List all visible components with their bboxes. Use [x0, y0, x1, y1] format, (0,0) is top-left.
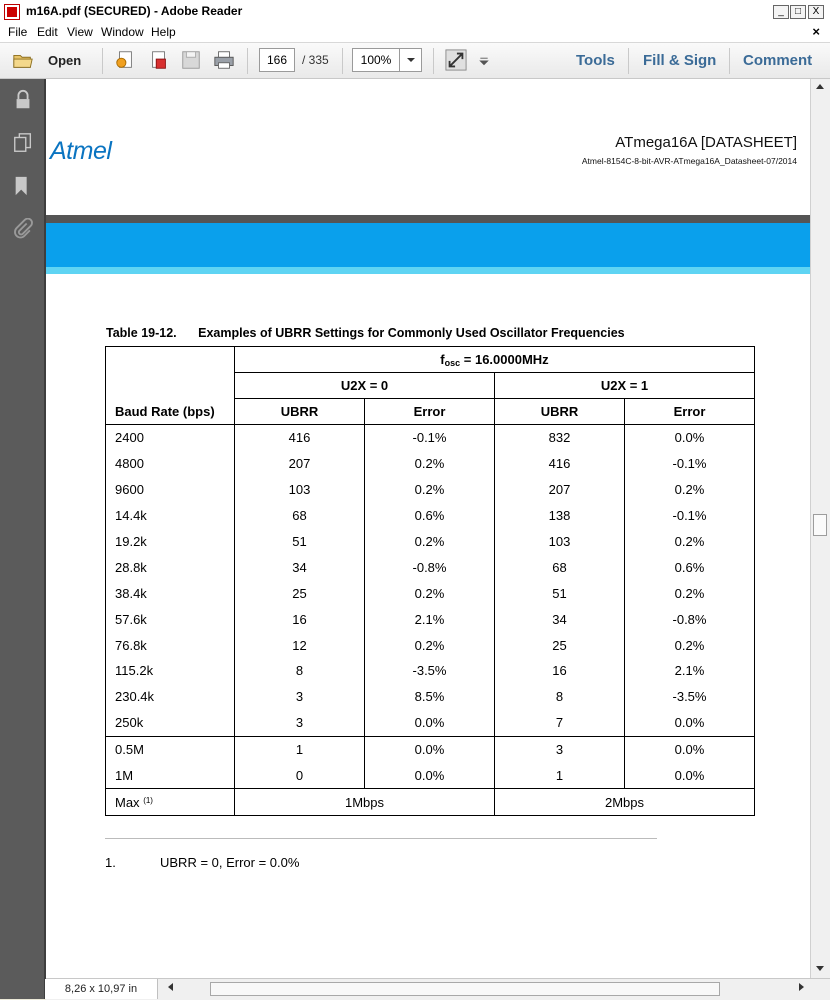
header-band-blue [46, 223, 810, 267]
cell-error-u2x0: -3.5% [365, 658, 495, 684]
cell-error-u2x0: 0.2% [365, 451, 495, 477]
footnote [105, 855, 300, 870]
cell-error-u2x0: 2.1% [365, 606, 495, 632]
max-label-cell [106, 789, 235, 816]
cell-ubrr-u2x0: 16 [235, 606, 365, 632]
table-row [106, 477, 755, 503]
menu-window[interactable]: Window [101, 25, 144, 39]
cell-ubrr-u2x0: 103 [235, 477, 365, 503]
table-row-max [106, 789, 755, 816]
header-error-u2x0: Error [365, 399, 495, 425]
toolbar-separator [729, 48, 730, 74]
header-ubrr-u2x0: UBRR [235, 399, 365, 425]
cell-ubrr-u2x1: 103 [495, 529, 625, 555]
footnote-text: UBRR = 0, Error = 0.0% [160, 855, 300, 870]
cell-baud-rate: 4800 [106, 451, 235, 477]
save-icon[interactable] [180, 49, 202, 71]
table-row [106, 529, 755, 555]
cell-error-u2x1: 0.0% [625, 763, 755, 789]
cell-error-u2x1: 0.6% [625, 554, 755, 580]
bookmark-icon[interactable] [12, 175, 34, 197]
cell-ubrr-u2x0: 12 [235, 632, 365, 658]
cell-baud-rate: 28.8k [106, 554, 235, 580]
menu-help[interactable]: Help [151, 25, 176, 39]
table-caption [106, 326, 625, 340]
title-bar [0, 0, 830, 25]
cell-error-u2x0: 0.0% [365, 763, 495, 789]
cell-ubrr-u2x1: 3 [495, 736, 625, 762]
cell-ubrr-u2x0: 68 [235, 503, 365, 529]
cell-ubrr-u2x1: 832 [495, 425, 625, 451]
cell-error-u2x1: -0.1% [625, 503, 755, 529]
cell-ubrr-u2x1: 1 [495, 763, 625, 789]
cell-ubrr-u2x1: 207 [495, 477, 625, 503]
cell-ubrr-u2x1: 8 [495, 684, 625, 710]
scroll-up-icon[interactable] [815, 82, 825, 90]
fill-sign-button[interactable]: Fill & Sign [643, 52, 717, 69]
cell-baud-rate: 19.2k [106, 529, 235, 555]
cell-error-u2x1: 2.1% [625, 658, 755, 684]
fullscreen-icon[interactable] [445, 49, 467, 71]
cell-error-u2x0: 0.2% [365, 529, 495, 555]
cell-error-u2x0: -0.1% [365, 425, 495, 451]
toolbar-separator [247, 48, 248, 74]
scroll-left-icon[interactable] [166, 982, 174, 992]
cell-error-u2x0: 0.0% [365, 710, 495, 736]
cell-ubrr-u2x1: 416 [495, 451, 625, 477]
toolbar-separator [102, 48, 103, 74]
cell-ubrr-u2x0: 8 [235, 658, 365, 684]
cell-ubrr-u2x0: 3 [235, 710, 365, 736]
header-u2x1: U2X = 1 [495, 373, 755, 399]
menu-view[interactable]: View [67, 25, 93, 39]
table-row [106, 554, 755, 580]
menu-edit[interactable]: Edit [37, 25, 58, 39]
cell-baud-rate: 2400 [106, 425, 235, 451]
cell-ubrr-u2x0: 0 [235, 763, 365, 789]
cell-ubrr-u2x0: 3 [235, 684, 365, 710]
table-row [106, 606, 755, 632]
table-row [106, 580, 755, 606]
cell-error-u2x1: 0.2% [625, 632, 755, 658]
lock-icon[interactable] [12, 89, 34, 111]
cell-ubrr-u2x0: 51 [235, 529, 365, 555]
menu-bar [0, 24, 830, 43]
close-window-button[interactable]: X [808, 5, 824, 19]
cell-ubrr-u2x0: 207 [235, 451, 365, 477]
cell-error-u2x1: 0.2% [625, 529, 755, 555]
page-total: / 335 [302, 53, 329, 67]
cell-ubrr-u2x1: 68 [495, 554, 625, 580]
cell-baud-rate: 9600 [106, 477, 235, 503]
header-baud-rate-label: Baud Rate (bps) [115, 404, 215, 419]
datasheet-document-number: Atmel-8154C-8-bit-AVR-ATmega16A_Datasheet-07/2014 [581, 156, 797, 166]
table-title: Examples of UBRR Settings for Commonly Used Oscillator Frequencies [198, 326, 625, 340]
pdf-app-icon [4, 4, 20, 20]
cell-error-u2x0: 0.2% [365, 477, 495, 503]
cell-baud-rate: 57.6k [106, 606, 235, 632]
cell-baud-rate: 76.8k [106, 632, 235, 658]
cell-ubrr-u2x0: 25 [235, 580, 365, 606]
cell-baud-rate: 14.4k [106, 503, 235, 529]
cell-ubrr-u2x1: 16 [495, 658, 625, 684]
max-u2x1: 2Mbps [495, 789, 755, 816]
page-size-readout: 8,26 x 10,97 in [45, 979, 158, 999]
navigation-pane [0, 79, 46, 999]
more-tools-icon[interactable] [478, 49, 490, 71]
atmel-logo: Atmel [50, 137, 112, 165]
cell-baud-rate: 250k [106, 710, 235, 736]
header-ubrr-u2x1: UBRR [495, 399, 625, 425]
cell-baud-rate: 0.5M [106, 736, 235, 762]
cell-error-u2x0: 0.2% [365, 580, 495, 606]
max-u2x0: 1Mbps [235, 789, 495, 816]
cell-error-u2x1: -0.1% [625, 451, 755, 477]
table-row [106, 710, 755, 736]
fosc-value: = 16.0000MHz [460, 351, 549, 367]
cell-error-u2x0: 0.2% [365, 632, 495, 658]
table-row [106, 425, 755, 451]
table-row [106, 763, 755, 789]
cell-error-u2x1: 0.0% [625, 710, 755, 736]
chevron-down-icon [406, 49, 416, 71]
cell-error-u2x1: 0.0% [625, 736, 755, 762]
cell-error-u2x1: -0.8% [625, 606, 755, 632]
scroll-down-icon[interactable] [815, 965, 825, 973]
toolbar-separator [628, 48, 629, 74]
table-number: Table 19-12. [106, 326, 177, 340]
toolbar-separator [433, 48, 434, 74]
cell-error-u2x1: 0.2% [625, 580, 755, 606]
table-row [106, 684, 755, 710]
vertical-scroll-thumb[interactable] [813, 514, 827, 536]
max-label: Max [115, 794, 140, 810]
create-pdf-icon[interactable] [114, 49, 136, 71]
header-band-gray [46, 215, 810, 223]
fosc-subscript: osc [444, 357, 461, 368]
share-icon[interactable] [148, 49, 170, 71]
zoom-input[interactable]: 100% [352, 48, 399, 72]
document-page[interactable] [46, 79, 810, 978]
pages-icon[interactable] [12, 132, 34, 154]
cell-baud-rate: 38.4k [106, 580, 235, 606]
print-icon[interactable] [213, 49, 235, 71]
horizontal-scroll-thumb[interactable] [210, 982, 720, 996]
open-button-label[interactable]: Open [48, 53, 82, 68]
table-row [106, 736, 755, 762]
cell-error-u2x0: 8.5% [365, 684, 495, 710]
minimize-button[interactable]: _ [773, 5, 789, 19]
cell-error-u2x1: 0.2% [625, 477, 755, 503]
cell-ubrr-u2x1: 34 [495, 606, 625, 632]
cell-error-u2x1: 0.0% [625, 425, 755, 451]
footnote-divider [105, 838, 657, 839]
zoom-dropdown-button[interactable] [399, 48, 422, 72]
attachment-icon[interactable] [12, 218, 34, 240]
cell-error-u2x0: -0.8% [365, 554, 495, 580]
cell-error-u2x0: 0.0% [365, 736, 495, 762]
cell-baud-rate: 115.2k [106, 658, 235, 684]
scroll-right-icon[interactable] [798, 982, 806, 992]
table-row [106, 503, 755, 529]
cell-ubrr-u2x1: 51 [495, 580, 625, 606]
close-document-icon[interactable]: × [812, 24, 820, 39]
status-bar [46, 978, 830, 1000]
header-u2x0: U2X = 0 [235, 373, 495, 399]
cell-ubrr-u2x1: 25 [495, 632, 625, 658]
table-row [106, 658, 755, 684]
cell-ubrr-u2x0: 34 [235, 554, 365, 580]
menu-file[interactable]: File [8, 25, 28, 39]
cell-error-u2x0: 0.6% [365, 503, 495, 529]
toolbar [0, 43, 830, 79]
ubrr-table [105, 346, 755, 816]
toolbar-separator [342, 48, 343, 74]
cell-ubrr-u2x0: 416 [235, 425, 365, 451]
page-number-input[interactable]: 166 [259, 48, 295, 72]
vertical-scrollbar[interactable] [810, 79, 830, 978]
fosc-symbol: f [440, 351, 445, 367]
cell-baud-rate: 1M [106, 763, 235, 789]
max-footnote-ref: (1) [143, 795, 153, 805]
cell-ubrr-u2x1: 138 [495, 503, 625, 529]
table-row [106, 451, 755, 477]
tools-button[interactable]: Tools [576, 52, 615, 69]
header-band-light [46, 267, 810, 274]
cell-baud-rate: 230.4k [106, 684, 235, 710]
datasheet-title: ATmega16A [DATASHEET] [615, 134, 797, 151]
cell-error-u2x1: -3.5% [625, 684, 755, 710]
header-error-u2x1: Error [625, 399, 755, 425]
table-row [106, 632, 755, 658]
restore-button[interactable]: □ [790, 5, 806, 19]
header-fosc [235, 347, 755, 373]
footnote-number: 1. [105, 855, 116, 870]
cell-ubrr-u2x1: 7 [495, 710, 625, 736]
comment-button[interactable]: Comment [743, 52, 813, 69]
open-folder-icon[interactable] [12, 49, 34, 71]
header-baud-rate [106, 347, 235, 425]
window-title: m16A.pdf (SECURED) - Adobe Reader [26, 4, 243, 18]
cell-ubrr-u2x0: 1 [235, 736, 365, 762]
